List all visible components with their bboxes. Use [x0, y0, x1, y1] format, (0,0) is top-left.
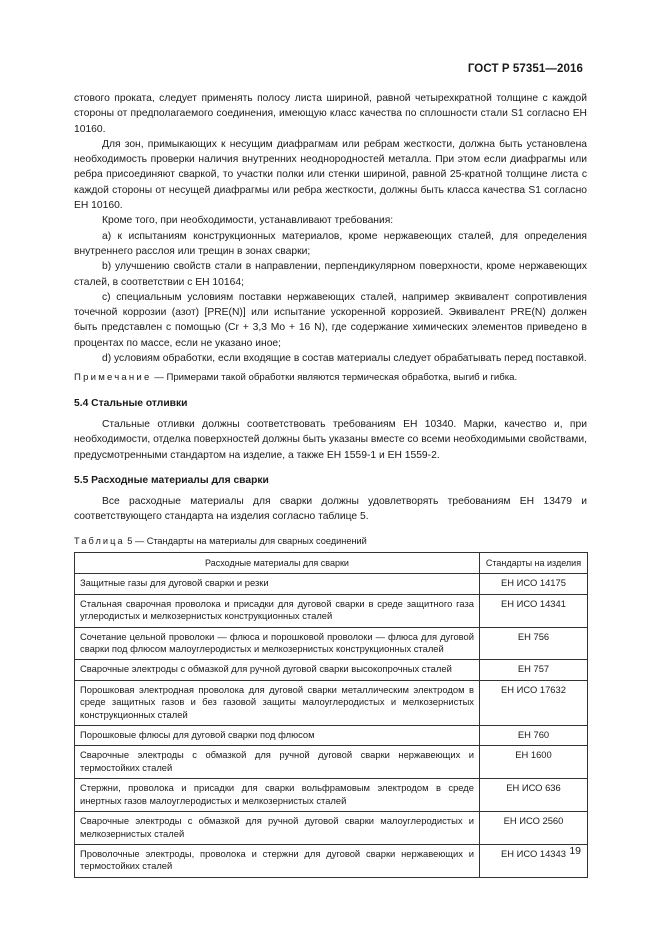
standard-cell: ЕН 1600 — [480, 746, 588, 779]
paragraph: Все расходные материалы для сварки должны удовлетворять требованиям ЕН 13479 и соответствующего стандарта на изделия согласно таблице 5. — [74, 496, 587, 523]
table-row — [75, 660, 588, 680]
material-cell: Сочетание цельной проволоки — флюса и порошковой проволоки — флюса для дуговой сварки под флюсом малоуглеродистых и мелкозернистых конструкционных сталей — [75, 627, 480, 660]
material-cell: Защитные газы для дуговой сварки и резки — [75, 574, 480, 594]
note-label: Примечание — [74, 372, 152, 384]
section-5-4-title: 5.4 Стальные отливки — [74, 397, 188, 409]
table-caption — [74, 534, 587, 549]
paragraph: Для зон, примыкающих к несущим диафрагмам или ребрам жесткости, должна быть установлена необходимость проверки наличия внутренних неоднородностей металла. При этом если диафрагмы или ребра присоединяют сваркой, то участки полки или стенки шириной, равной 25-кратной толщине листа с каждой стороны от несущей диафрагмы или ребра жесткости, должны быть класса качества S1 согласно ЕН 10160. — [74, 138, 587, 212]
column-header: Расходные материалы для сварки — [75, 553, 480, 574]
note — [74, 370, 587, 385]
paragraph: Кроме того, при необходимости, устанавливают требования: — [102, 215, 394, 227]
table-caption-text: 5 — Стандарты на материалы для сварных соединений — [124, 535, 367, 546]
standard-cell: ЕН ИСО 14343 — [480, 844, 588, 877]
list-item: d) условиям обработки, если входящие в состав материалы следует обрабатывать перед поставкой. — [102, 353, 587, 365]
standard-cell: ЕН ИСО 2560 — [480, 812, 588, 845]
material-cell: Порошковые флюсы для дуговой сварки под флюсом — [75, 726, 480, 746]
material-cell: Сварочные электроды с обмазкой для ручной дуговой сварки высокопрочных сталей — [75, 660, 480, 680]
material-cell: Сварочные электроды с обмазкой для ручной дуговой сварки малоуглеродистых и мелкозернистых сталей — [75, 812, 480, 845]
document-code: ГОСТ Р 57351—2016 — [467, 63, 583, 75]
table-row — [75, 812, 588, 845]
material-cell: Сварочные электроды с обмазкой для ручной дуговой сварки нержавеющих и термостойких сталей — [75, 746, 480, 779]
standard-cell: ЕН ИСО 14175 — [480, 574, 588, 594]
list-item: а) к испытаниям конструкционных материалов, кроме нержавеющих сталей, для определения внутреннего расслоя или трещин в зонах сварки; — [74, 230, 587, 257]
table-row — [75, 574, 588, 594]
list-item: с) специальным условиям поставки нержавеющих сталей, например эквивалент сопротивления точечной коррозии (азот) [PRE(N)] или испытание ускоренной коррозией. Эквивалент PRE(N) должен быть представлен с помощью (Cr + 3,3 Mo + 16 N), где содержание химических элементов приведено в процентах по массе, если не указано иное; — [74, 291, 587, 349]
section-heading — [74, 473, 587, 488]
table-row — [75, 594, 588, 627]
standard-cell: ЕН ИСО 14341 — [480, 594, 588, 627]
list-item: b) улучшению свойств стали в направлении, перпендикулярном поверхности, кроме нержавеющих сталей, в соответствии с ЕН 10164; — [74, 261, 587, 288]
paragraph: Стальные отливки должны соответствовать требованиям ЕН 10340. Марки, качество и, при необходимости, отделка поверхностей должны быть указаны вместе со всеми необходимыми свойствами, предусмотренными стандартом на изделие, а также ЕН 1559-1 и ЕН 1559-2. — [74, 418, 587, 461]
table-row — [75, 680, 588, 725]
standard-cell: ЕН ИСО 17632 — [480, 680, 588, 725]
standard-cell: ЕН 757 — [480, 660, 588, 680]
page-content — [74, 91, 587, 878]
page-number: 19 — [569, 845, 581, 857]
standard-cell: ЕН ИСО 636 — [480, 779, 588, 812]
column-header: Стандарты на изделия — [480, 553, 588, 574]
table-row — [75, 844, 588, 877]
table-header-row — [75, 553, 588, 574]
section-heading — [74, 396, 587, 411]
standard-cell: ЕН 756 — [480, 627, 588, 660]
standard-cell: ЕН 760 — [480, 726, 588, 746]
material-cell: Стержни, проволока и присадки для сварки вольфрамовым электродом в среде инертных газов малоуглеродистых и мелкозернистых сталей — [75, 779, 480, 812]
material-cell: Проволочные электроды, проволока и стержни для дуговой сварки нержавеющих и термостойких сталей — [75, 844, 480, 877]
standards-table — [74, 552, 588, 878]
material-cell: Стальная сварочная проволока и присадки для дуговой сварки в среде защитного газа углеродистых и мелкозернистых конструкционных сталей — [75, 594, 480, 627]
table-row — [75, 779, 588, 812]
note-text: — Примерами такой обработки являются термическая обработка, выгиб и гибка. — [151, 372, 518, 384]
table-row — [75, 627, 588, 660]
table-caption-label: Таблица — [74, 535, 125, 546]
table-row — [75, 746, 588, 779]
material-cell: Порошковая электродная проволока для дуговой сварки металлическим электродом в среде защитных газов и без газовой защиты малоуглеродистых и мелкозернистых конструкционных сталей — [75, 680, 480, 725]
table-row — [75, 726, 588, 746]
section-5-5-title: 5.5 Расходные материалы для сварки — [74, 474, 269, 486]
paragraph: стового проката, следует применять полосу листа шириной, равной четырехкратной толщине с каждой стороны от предполагаемого соединения, имеющую класс качества по сплошности стали S1 согласно ЕН 10160. — [74, 93, 587, 135]
